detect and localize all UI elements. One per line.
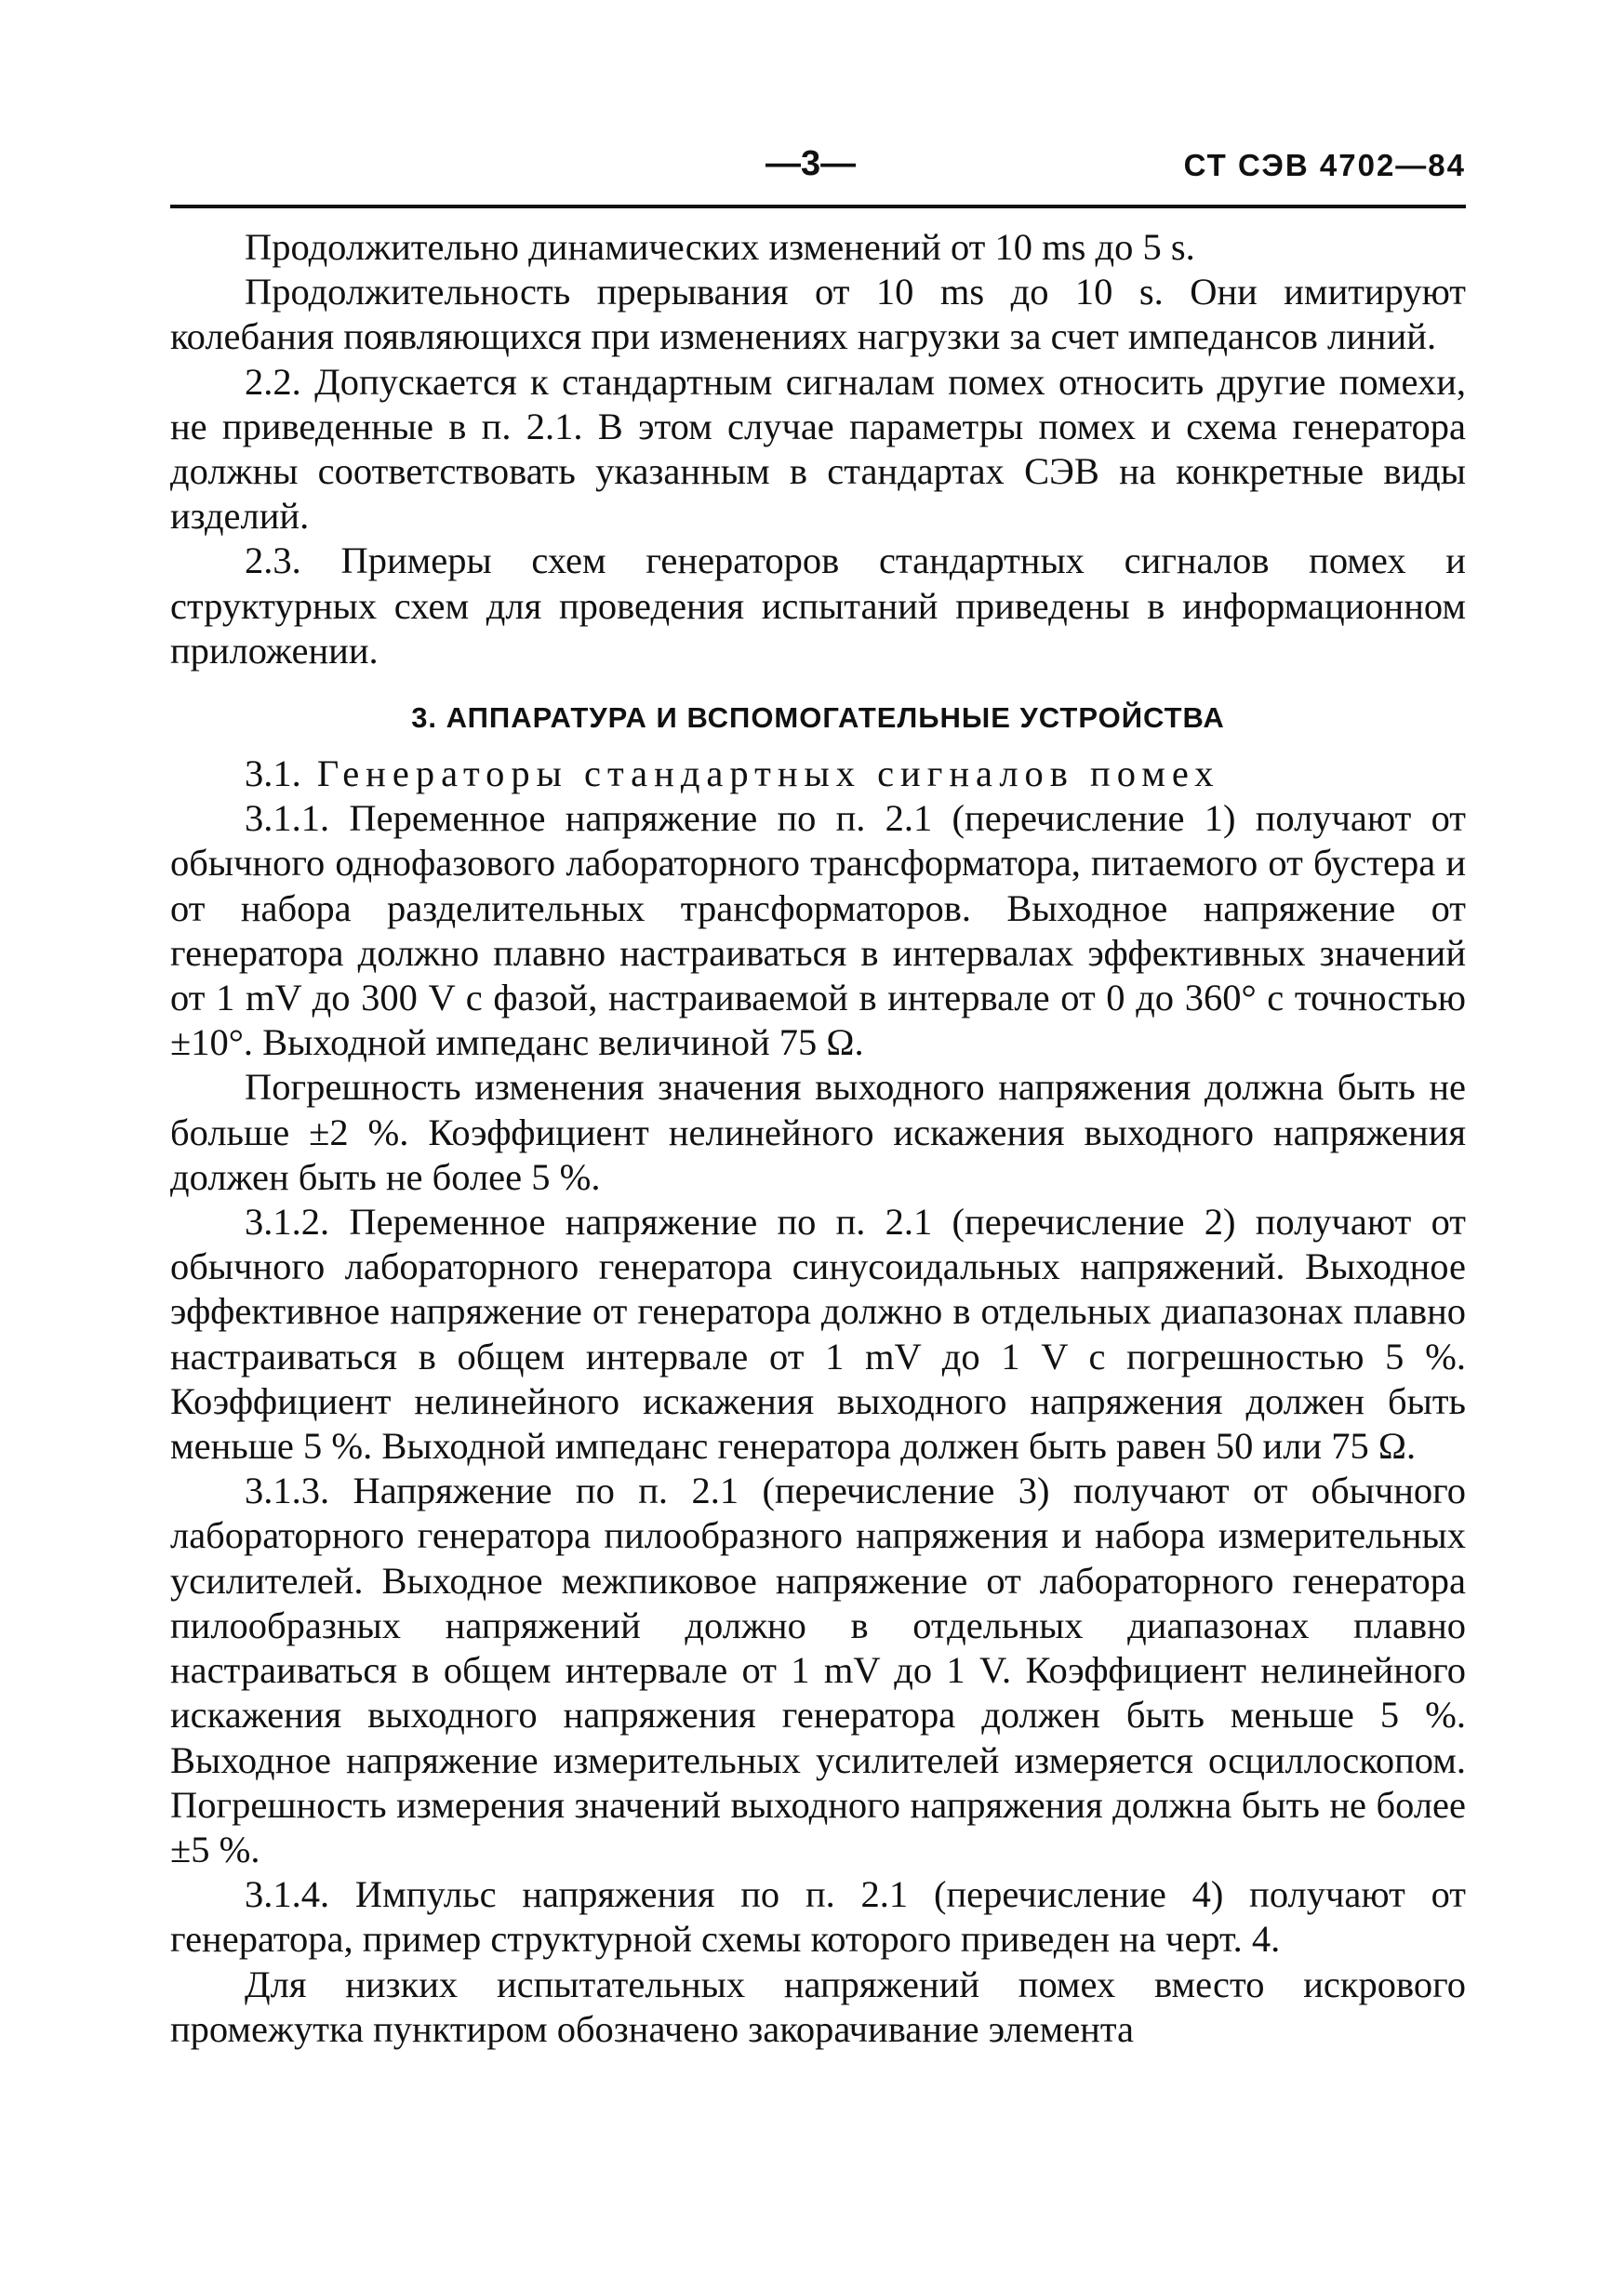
- paragraph-2-2: 2.2. Допускается к стандартным сигналам помех относить другие помехи, не приведенные в п. 2.1. В этом случае параметры помех и схема генератора должны соответствовать указанным в стандартах СЭВ на конкретные виды изделий.: [170, 360, 1466, 538]
- paragraph-3-1-1: 3.1.1. Переменное напряжение по п. 2.1 (перечисление 1) получают от обычного однофазового лабораторного трансформатора, питаемого от бустера и от набора разделительных трансформаторов. Выходное напряжение от генератора должно плавно настраиваться в интервалах эффективных значений от 1 mV до 300 V с фазой, настраиваемой в интервале от 0 до 360° с точностью ±10°. Выходной импеданс величиной 75 Ω.: [170, 797, 1466, 1064]
- subheading-number: 3.1.: [245, 752, 301, 795]
- subheading-text: Генераторы стандартных сигналов помех: [316, 752, 1220, 795]
- paragraph-error-tolerance: Погрешность изменения значения выходного напряжения должна быть не больше ±2 %. Коэффициент нелинейного искажения выходного напряжения должен быть не более 5 %.: [170, 1066, 1466, 1198]
- page-header: [170, 140, 1466, 208]
- paragraph-dynamic-duration: Продолжительно динамических изменений от 10 ms до 5 s.: [245, 226, 1195, 268]
- paragraph-interruption-duration: Продолжительность прерывания от 10 ms до 10 s. Они имитируют колебания появляющихся при изменениях нагрузки за счет импедансов линий.: [170, 271, 1466, 358]
- paragraph-3-1-3: 3.1.3. Напряжение по п. 2.1 (перечисление 3) получают от обычного лабораторного генератора пилообразного напряжения и набора измерительных усилителей. Выходное межпиковое напряжение от лабораторного генератора пилообразных напряжений должно в отдельных диапазонах плавно настраиваться в общем интервале от 1 mV до 1 V. Коэффициент нелинейного искажения выходного напряжения генератора должен быть меньше 5 %. Выходное напряжение измерительных усилителей измеряется осциллоскопом. Погрешность измерения значений выходного напряжения должна быть не более ±5 %.: [170, 1470, 1466, 1870]
- paragraph-2-3: 2.3. Примеры схем генераторов стандартных сигналов помех и структурных схем для проведения испытаний приведены в информационном приложении.: [170, 539, 1466, 672]
- subheading-3-1: [170, 752, 1466, 796]
- paragraph-low-voltage: Для низких испытательных напряжений помех вместо искрового промежутка пунктиром обозначено закорачивание элемента: [170, 1963, 1466, 2050]
- standard-code: СТ СЭВ 4702—84: [1183, 148, 1466, 182]
- document-page: [170, 140, 1466, 2052]
- section-heading-3: 3. АППАРАТУРА И ВСПОМОГАТЕЛЬНЫЕ УСТРОЙСТВА: [411, 701, 1225, 735]
- paragraph-3-1-4: 3.1.4. Импульс напряжения по п. 2.1 (перечисление 4) получают от генератора, пример структурной схемы которого приведен на черт. 4.: [170, 1873, 1466, 1961]
- paragraph-3-1-2: 3.1.2. Переменное напряжение по п. 2.1 (перечисление 2) получают от обычного лабораторного генератора синусоидальных напряжений. Выходное эффективное напряжение от генератора должно в отдельных диапазонах плавно настраиваться в общем интервале от 1 mV до 1 V с погрешностью 5 %. Коэффициент нелинейного искажения выходного напряжения должен быть меньше 5 %. Выходной импеданс генератора должен быть равен 50 или 75 Ω.: [170, 1201, 1466, 1468]
- page-number: —3—: [765, 144, 857, 183]
